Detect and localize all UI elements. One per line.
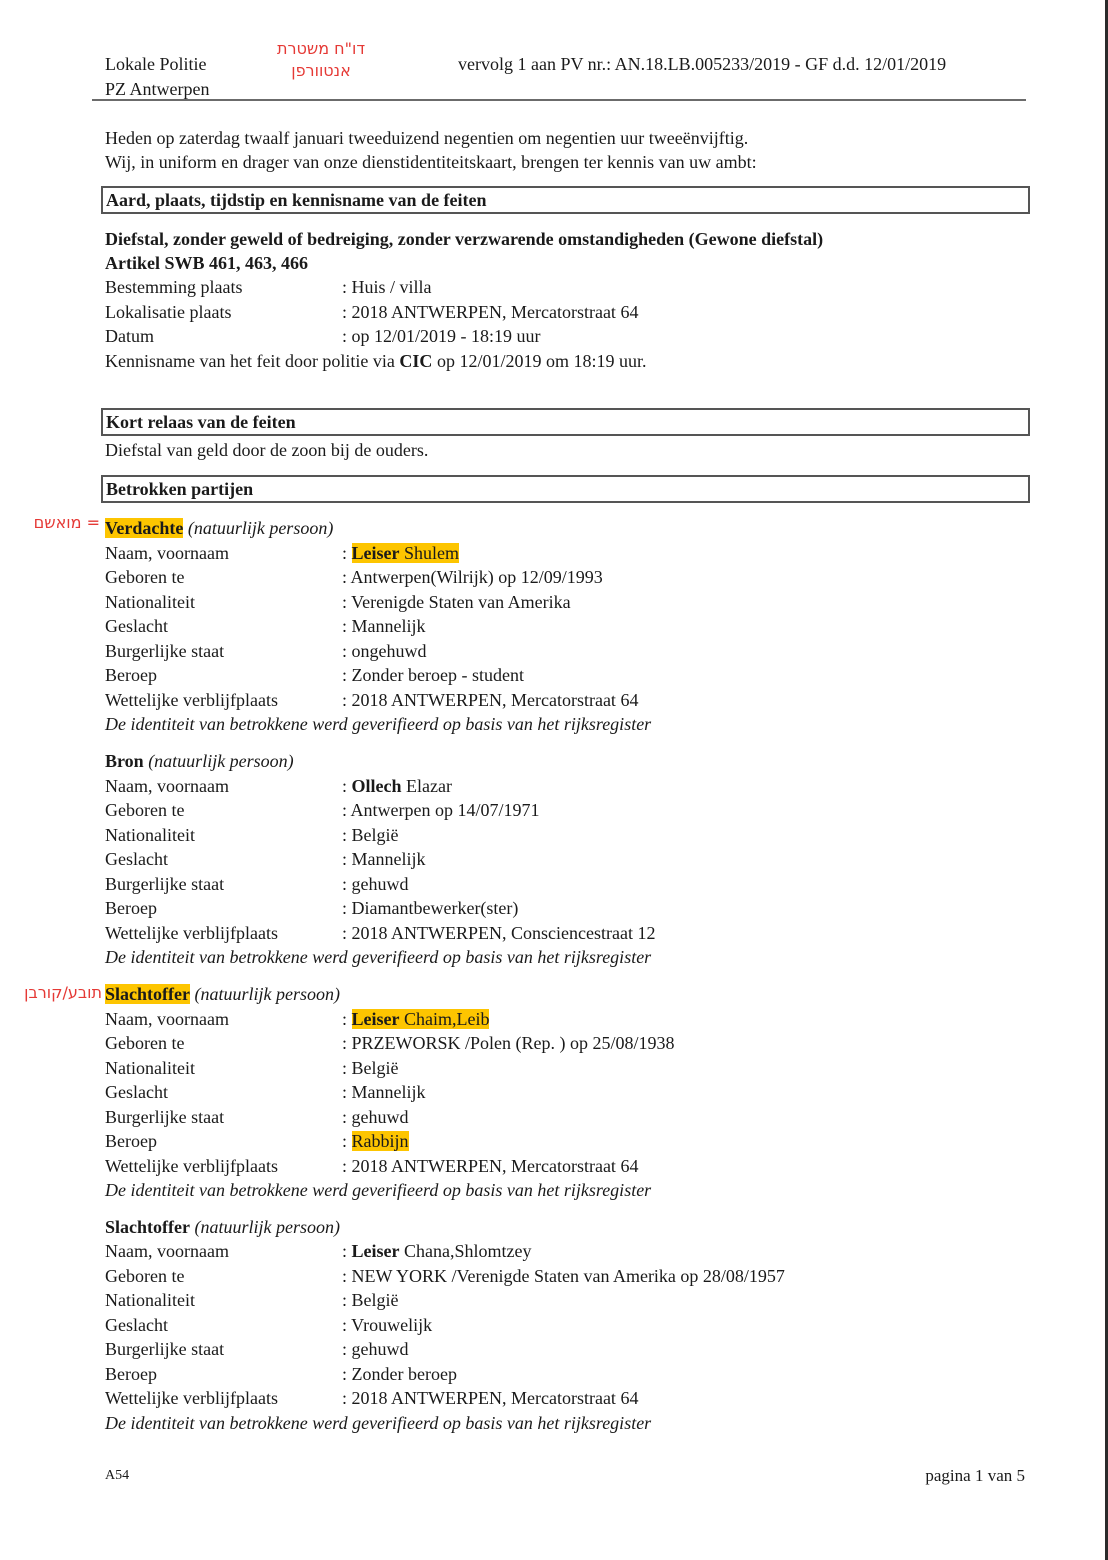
field-label: Naam, voornaam [105, 1009, 229, 1029]
annotation-suspect: = מואשם [33, 513, 100, 532]
offense-title: Diefstal, zonder geweld of bedreiging, zonder verzwarende omstandigheden (Gewone diefstal) [105, 229, 824, 249]
verified-note: De identiteit van betrokkene werd geverifieerd op basis van het rijksregister [105, 1413, 652, 1433]
field-label: Geboren te [105, 567, 185, 587]
intro-line-1: Heden op zaterdag twaalf januari tweeduizend negentien om negentien uur tweeënvijftig. [105, 128, 749, 148]
party-field [105, 1264, 785, 1288]
field-label: Nationaliteit [105, 1058, 195, 1078]
party-field [105, 1031, 675, 1055]
party-role: Slachtoffer [105, 1217, 190, 1237]
party-field [105, 663, 524, 687]
party-field [105, 590, 571, 614]
party-field [105, 896, 518, 920]
annotation-line-2: אנטוורפן [291, 61, 351, 80]
party-field [105, 1105, 409, 1129]
page-number: pagina 1 van 5 [925, 1466, 1025, 1485]
form-code: A54 [105, 1468, 130, 1483]
field-value: : NEW YORK /Verenigde Staten van Amerika op 28/08/1957 [342, 1266, 785, 1286]
party-role: Slachtoffer [105, 984, 190, 1004]
verified-note: De identiteit van betrokkene werd geverifieerd op basis van het rijksregister [105, 1180, 652, 1200]
annotation-victim: תובע/קורבן [24, 983, 102, 1002]
field-value: : op 12/01/2019 - 18:19 uur [342, 326, 541, 346]
offense-article: Artikel SWB 461, 463, 466 [105, 253, 309, 273]
party-field [105, 872, 409, 896]
field-label: Geslacht [105, 616, 168, 636]
field-value: : 2018 ANTWERPEN, Mercatorstraat 64 [342, 690, 639, 710]
firstname: Elazar [401, 776, 452, 796]
party-field [105, 798, 539, 822]
field-label: Wettelijke verblijfplaats [105, 1156, 278, 1176]
field-label: Wettelijke verblijfplaats [105, 1388, 278, 1408]
field-label: Burgerlijke staat [105, 641, 225, 661]
party-heading [105, 982, 340, 1006]
party-field [105, 1154, 638, 1178]
field-label: Beroep [105, 1131, 157, 1151]
party-heading [105, 749, 294, 773]
field-label: Wettelijke verblijfplaats [105, 690, 278, 710]
field-label: Naam, voornaam [105, 1241, 229, 1261]
field-label: Nationaliteit [105, 825, 195, 845]
field-label: Geboren te [105, 800, 185, 820]
field-label: Geboren te [105, 1033, 185, 1053]
field-label: Burgerlijke staat [105, 874, 225, 894]
party-role: Bron [105, 751, 144, 771]
field-label: Lokalisatie plaats [105, 302, 232, 322]
field-prefix: : [342, 1131, 352, 1151]
section-header-summary: Kort relaas van de feiten [101, 408, 1030, 436]
verified-note: De identiteit van betrokkene werd geverifieerd op basis van het rijksregister [105, 714, 652, 734]
field-row [105, 275, 432, 299]
summary-text: Diefstal van geld door de zoon bij de ouders. [105, 440, 429, 460]
annotation-line-1: דו"ח משטרת [276, 39, 366, 58]
field-label: Geslacht [105, 1082, 168, 1102]
field-value: : Verenigde Staten van Amerika [342, 592, 571, 612]
header-annotation [265, 38, 377, 82]
knowledge-source: CIC [399, 351, 433, 371]
org-line-2: PZ Antwerpen [105, 79, 210, 99]
party-qualifier: (natuurlijk persoon) [183, 518, 334, 538]
field-value: : gehuwd [342, 1107, 409, 1127]
field-value: : België [342, 1058, 399, 1078]
field-value: : Mannelijk [342, 616, 426, 636]
field-value: : Diamantbewerker(ster) [342, 898, 519, 918]
header-divider [92, 99, 1026, 101]
field-value: : 2018 ANTWERPEN, Mercatorstraat 64 [342, 302, 639, 322]
section-header-parties: Betrokken partijen [101, 475, 1030, 503]
firstname: Chaim,Leib [399, 1009, 490, 1029]
field-value: : 2018 ANTWERPEN, Mercatorstraat 64 [342, 1156, 639, 1176]
party-field [105, 1337, 409, 1361]
surname: Ollech [351, 776, 402, 796]
knowledge-time: op 12/01/2019 om 18:19 uur. [432, 351, 647, 371]
party-field [105, 565, 603, 589]
field-value: : Zonder beroep [342, 1364, 457, 1384]
firstname: Shulem [399, 543, 460, 563]
field-label: Bestemming plaats [105, 277, 243, 297]
field-label: Nationaliteit [105, 592, 195, 612]
party-field: Naam, voornaam : Leiser Shulem [105, 543, 460, 563]
field-value: : gehuwd [342, 1339, 409, 1359]
party-heading [105, 516, 333, 540]
party-qualifier: (natuurlijk persoon) [189, 1217, 340, 1237]
field-value: : Huis / villa [342, 277, 432, 297]
intro-line-2: Wij, in uniform en drager van onze dienstidentiteitskaart, brengen ter kennis van uw ambt: [105, 152, 757, 172]
party-field: Naam, voornaam : Leiser Chaim,Leib [105, 1009, 490, 1029]
field-label: Beroep [105, 1364, 157, 1384]
field-row [105, 324, 541, 348]
party-heading [105, 1215, 340, 1239]
field-value: : PRZEWORSK /Polen (Rep. ) op 25/08/1938 [342, 1033, 675, 1053]
surname: Leiser [351, 1009, 400, 1029]
field-label: Burgerlijke staat [105, 1107, 225, 1127]
party-field [105, 639, 427, 663]
party-field [105, 1056, 399, 1080]
party-qualifier: (natuurlijk persoon) [189, 984, 340, 1004]
field-label: Burgerlijke staat [105, 1339, 225, 1359]
surname: Leiser [351, 543, 400, 563]
party-field [105, 1313, 432, 1337]
field-value: : Vrouwelijk [342, 1315, 433, 1335]
field-label: Wettelijke verblijfplaats [105, 923, 278, 943]
field-label: Geboren te [105, 1266, 185, 1286]
knowledge-line [105, 349, 646, 373]
header-org [105, 52, 209, 102]
party-field [105, 1362, 457, 1386]
field-value: : Mannelijk [342, 849, 426, 869]
knowledge-text: Kennisname van het feit door politie via [105, 351, 400, 371]
field-value: : gehuwd [342, 874, 409, 894]
field-value: : België [342, 1290, 399, 1310]
field-row [105, 300, 638, 324]
field-label: Naam, voornaam [105, 776, 229, 796]
party-field [105, 823, 399, 847]
party-field: Naam, voornaam : Ollech Elazar [105, 776, 452, 796]
field-label: Beroep [105, 898, 157, 918]
party-field [105, 1386, 638, 1410]
firstname: Chana,Shlomtzey [399, 1241, 532, 1261]
field-value: : België [342, 825, 399, 845]
party-field: Naam, voornaam : Leiser Chana,Shlomtzey [105, 1241, 532, 1261]
field-value: : ongehuwd [342, 641, 427, 661]
field-value: : Mannelijk [342, 1082, 426, 1102]
field-value: : 2018 ANTWERPEN, Consciencestraat 12 [342, 923, 656, 943]
field-value: : Antwerpen op 14/07/1971 [342, 800, 540, 820]
pv-reference: vervolg 1 aan PV nr.: AN.18.LB.005233/2019 - GF d.d. 12/01/2019 [458, 54, 947, 74]
field-label: Datum [105, 326, 154, 346]
party-qualifier: (natuurlijk persoon) [143, 751, 294, 771]
field-label: Geslacht [105, 1315, 168, 1335]
party-field [105, 921, 655, 945]
verified-note: De identiteit van betrokkene werd geverifieerd op basis van het rijksregister [105, 947, 652, 967]
org-line-1: Lokale Politie [105, 54, 207, 74]
party-field [105, 1080, 426, 1104]
field-label: Naam, voornaam [105, 543, 229, 563]
party-field [105, 1129, 409, 1153]
field-label: Geslacht [105, 849, 168, 869]
party-field [105, 847, 426, 871]
field-label: Beroep [105, 665, 157, 685]
party-field [105, 688, 638, 712]
field-value: : Zonder beroep - student [342, 665, 524, 685]
party-role: Verdachte [105, 518, 184, 538]
field-value: : Antwerpen(Wilrijk) op 12/09/1993 [342, 567, 603, 587]
field-value: Rabbijn [351, 1131, 409, 1151]
party-field [105, 614, 426, 638]
party-field [105, 1288, 399, 1312]
field-value: : 2018 ANTWERPEN, Mercatorstraat 64 [342, 1388, 639, 1408]
section-header-facts: Aard, plaats, tijdstip en kennisname van de feiten [101, 186, 1030, 214]
surname: Leiser [351, 1241, 400, 1261]
field-label: Nationaliteit [105, 1290, 195, 1310]
